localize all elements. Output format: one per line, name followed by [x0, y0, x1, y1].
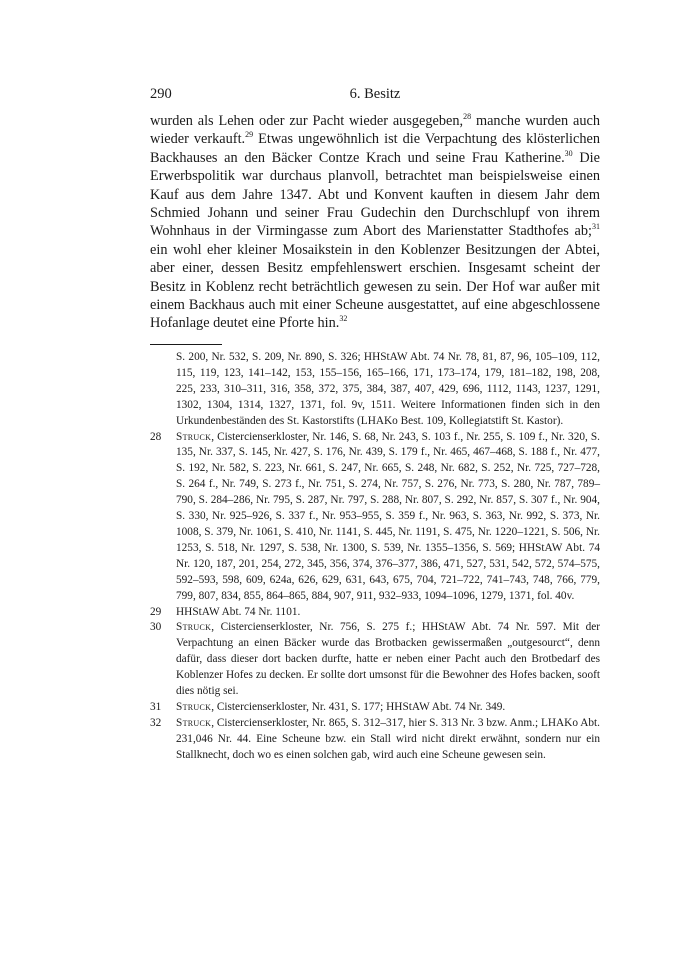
footnote-author: Struck [176, 700, 212, 713]
footnote-ref[interactable]: 29 [245, 130, 254, 140]
footnotes [150, 350, 600, 764]
footnote-number: 30 [150, 621, 162, 634]
text-segment: Etwas ungewöhnlich ist die Verpachtung des klösterlichen Backhauses an den Bäcker Contze Krach und seine Frau Katherine. [150, 131, 601, 166]
footnote-ref[interactable]: 32 [339, 314, 348, 324]
footnote-number: 28 [150, 430, 162, 443]
text-segment: Die Erwerbspolitik war durchaus planvoll, betrachtet man beispielsweise einen Kauf aus dem Jahre 1347. Abt und Konvent kauften in diesem Jahr dem Schmied Johann und seiner Frau Gudechin den Durchschlupf von ihrem Wohnhaus in der Virmingasse zum Abort des Marienstatter Stadthofes ab; [150, 149, 600, 240]
running-head: 6. Besitz [349, 86, 401, 102]
text-segment: ein wohl eher kleiner Mosaikstein in den Koblenzer Besitzungen der Abtei, aber einer, dessen Besitz empfehlenswert erschien. Insgesamt scheint der Besitz in Koblenz recht beträchtlich gewesen zu sein. Der Hof war außer mit einem Backhaus auch mit einer Scheune ausgestattet, auf eine abgeschlossene Hofanlage deutet eine Pforte hin. [150, 241, 600, 332]
main-paragraph [150, 112, 600, 333]
footnote-number: 31 [150, 700, 162, 713]
footnote-author: Struck [176, 716, 212, 729]
footnote [150, 716, 600, 764]
page-number: 290 [150, 86, 172, 102]
text-segment: manche wurden auch wieder verkauft. [150, 113, 600, 148]
text-segment: wurden als Lehen oder zur Pacht wieder ausgegeben, [150, 113, 464, 129]
footnote-continuation: S. 200, Nr. 532, S. 209, Nr. 890, S. 326; HHStAW Abt. 74 Nr. 78, 81, 87, 96, 105–109, 112, 115, 119, 123, 141–142, 153, 155–156, 165–166, 171, 173–174, 179, 181–182, 198, 208, 225, 233, 310–311, 316, 358, 372, 375, 384, 387, 407, 429, 696, 1112, 1143, 1237, 1291, 1302, 1304, 1314, 1327, 1371, fol. 9v, 1511. Weitere Informationen finden sich in den Urkundenbeständen des St. Kastorstifts (LHAKo Best. 109, Kollegiatstift St. Kastor). [176, 351, 600, 427]
footnote-text: , Cistercienserkloster, Nr. 431, S. 177; HHStAW Abt. 74 Nr. 349. [211, 700, 506, 713]
footnote-number: 32 [150, 716, 162, 729]
footnote-ref[interactable]: 31 [592, 222, 600, 232]
footnote [150, 620, 600, 700]
footnote-text: , Cistercienserkloster, Nr. 146, S. 68, Nr. 243, S. 103 f., Nr. 255, S. 109 f., Nr. 320, S. 135, Nr. 337, S. 145, Nr. 427, S. 176, Nr. 439, S. 179 f., Nr. 465, 467–468, S. 188 f., Nr. 477, S. 192, Nr. 582, S. 223, Nr. 661, S. 247, Nr. 665, S. 248, Nr. 682, S. 252, Nr. 725, 727–728, S. 264 f., Nr. 749, S. 273 f., Nr. 751, S. 274, Nr. 757, S. 276, Nr. 773, S. 280, Nr. 787, 789–790, S. 284–286, Nr. 795, S. 287, Nr. 797, S. 288, Nr. 807, S. 292, Nr. 857, S. 307 f., Nr. 904, S. 330, Nr. 925–926, S. 337 f., Nr. 953–955, S. 359 f., Nr. 963, S. 363, Nr. 992, S. 373, Nr. 1008, S. 379, Nr. 1061, S. 410, Nr. 1141, S. 445, Nr. 1191, S. 475, Nr. 1220–1221, S. 506, Nr. 1253, S. 518, Nr. 1297, S. 538, Nr. 1300, S. 539, Nr. 1355–1356, S. 569; HHStAW Abt. 74 Nr. 120, 187, 201, 254, 272, 345, 356, 374, 376–377, 386, 471, 527, 531, 542, 572, 574–575, 592–593, 598, 609, 624a, 626, 629, 631, 643, 675, 704, 721–722, 741–743, 748, 766, 779, 799, 807, 834, 855, 864–865, 884, 907, 911, 932–933, 1094–1096, 1279, 1371, fol. 40v. [176, 430, 600, 602]
footnote-author: Struck [176, 621, 212, 634]
footnote-number: 29 [150, 605, 162, 618]
footnote [150, 430, 600, 605]
footnote [150, 700, 600, 716]
footnote [150, 605, 600, 621]
footnote-author: Struck [176, 430, 212, 443]
footnote-text: , Cistercienserkloster, Nr. 865, S. 312–317, hier S. 313 Nr. 3 bzw. Anm.; LHAKo Abt. 231,046 Nr. 44. Eine Scheune bzw. ein Stall wird nicht direkt erwähnt, sondern nur ein Stallknecht, doch wo es einen solchen gab, wird auch eine Scheune gewesen sein. [176, 716, 600, 761]
footnote-ref[interactable]: 28 [463, 112, 472, 122]
footnote-ref[interactable]: 30 [564, 149, 573, 159]
footnote-text: , Cistercienserkloster, Nr. 756, S. 275 f.; HHStAW Abt. 74 Nr. 597. Mit der Verpachtung an einen Bäcker wurde das Brotbacken gewissermaßen „outgesourct“, denn dafür, dass dieser dort backen durfte, hatte er neben einer Pacht auch den Brotbedarf des Koblenzer Hofes zu decken. Er sollte dort umsonst für die Bewohner des Hofes backen, sooft dies nötig sei. [176, 621, 600, 698]
footnote-text: HHStAW Abt. 74 Nr. 1101. [176, 605, 301, 618]
footnote-rule [150, 344, 222, 345]
